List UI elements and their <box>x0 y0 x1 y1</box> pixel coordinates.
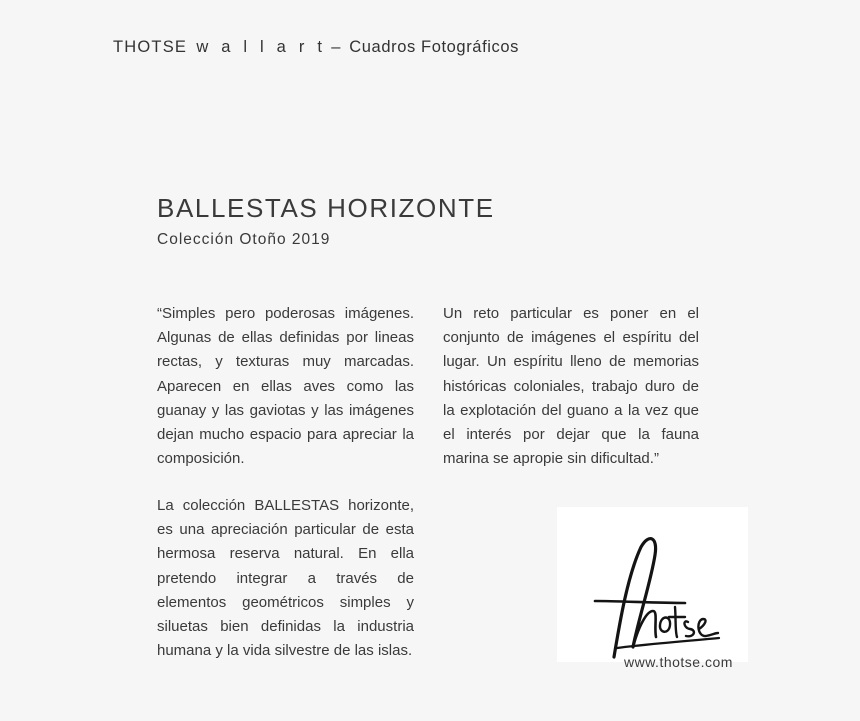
collection-title: BALLESTAS HORIZONTE <box>157 193 495 223</box>
signature-icon <box>557 507 748 662</box>
header-tagline: Cuadros Fotográficos <box>349 38 520 56</box>
body-paragraph-1: “Simples pero poderosas imágenes. Algunas de ellas definidas por lineas rectas, y texturas muy marcadas. Aparecen en ellas aves como las guanay y las gaviotas y las imágenes dejan mucho espacio para apreciar la composición. <box>157 305 414 468</box>
body-paragraph-2: Un reto particular es poner en el conjunto de imágenes el espíritu del lugar. Un espíritu lleno de memorias históricas coloniales, trabajo duro de la explotación del guano a la vez que el interés por dejar que la fauna marina se apropie sin dificultad.” <box>443 305 699 468</box>
site-header <box>113 38 519 57</box>
header-dash: – <box>331 38 342 56</box>
body-paragraph-3: La colección BALLESTAS horizonte, es una apreciación particular de esta hermosa reserva natural. En ella pretendo integrar a través de elementos geométricos simples y siluetas bien definidas la industria humana y la vida silvestre de las islas. <box>157 497 414 660</box>
collection-subtitle: Colección Otoño 2019 <box>157 231 331 248</box>
brand-name: THOTSE <box>113 38 188 56</box>
brand-wallart: w a l l a r t <box>196 38 327 56</box>
signature-image <box>557 507 748 662</box>
website-url: www.thotse.com <box>624 654 733 670</box>
